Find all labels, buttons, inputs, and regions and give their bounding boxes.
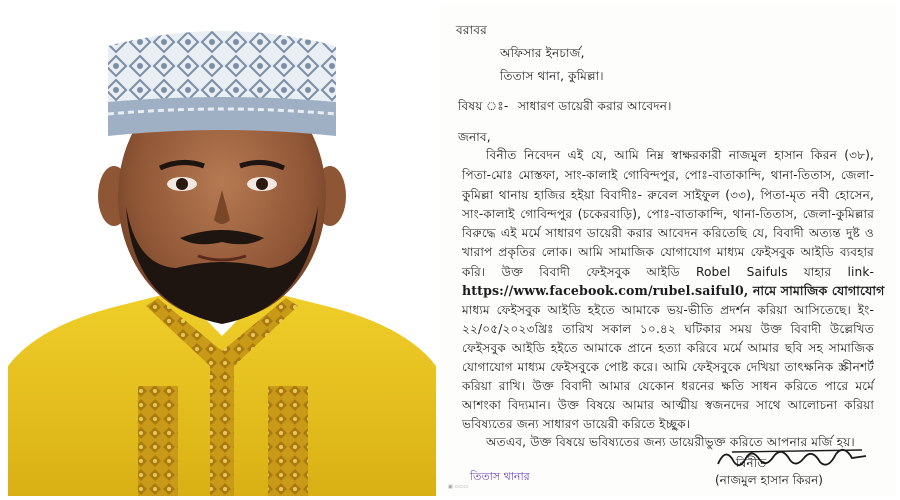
- subject-label: বিষয় ঃ-: [458, 99, 509, 113]
- body-line-link: https://www.facebook.com/rubel.saiful0, নামে সামাজিক যোগাযোগ: [462, 283, 885, 298]
- body-line: ২২/০৫/২০২৩খ্রিঃ তারিখ সকাল ১০.৪২ ঘটিকার সময় উক্ত বিবাদী উল্লেখিত: [462, 322, 874, 336]
- body-line: করিয়া রাখি। উক্ত বিবাদী আমার যেকোন ধরনের ক্ষতি সাধন করিতে পারে মর্মে: [462, 379, 874, 393]
- body-line: ফেইসবুক আইডি হইতে আমাকে প্রানে হত্যা করিবে মর্মে আমার ছবি সহ সামাজিক: [462, 341, 874, 355]
- body-line: ভবিষ্যতের জন্য সাধারণ ডায়েরী করিতে ইচ্ছুক।: [462, 417, 691, 431]
- body-line: বিরুদ্ধে এই মর্মে সাধারণ ডায়েরী করার আবেদন করিতেছি যে, বিবাদী অত্যন্ত দুষ্ট ও: [462, 226, 874, 240]
- body-line: পিতা-মোঃ মোস্তফা, সাং-কালাই গোবিন্দপুর, পোঃ-বাতাকান্দি, থানা-তিতাস, জেলা-: [462, 168, 874, 182]
- body-line: সাং-কালাই গোবিন্দপুর (চকেরবাড়ি), পোঃ-বাতাকান্দি, থানা-তিতাস, জেলা-কুমিল্লার: [462, 207, 874, 221]
- body-line: যোগাযোগ মাধ্যম ফেইসবুকে পোষ্ট করে। আমি ফেইসবুকে দেখিয়া তাৎক্ষনিক স্ক্রীনশর্ট: [462, 360, 874, 374]
- body-line: আশংকা বিদ্যমান। উক্ত বিষয়ে আমার আত্মীয় স্বজনদের সাথে আলোচনা করিয়া: [462, 398, 874, 412]
- portrait-illustration: [8, 6, 436, 496]
- body-line: বিনীত নিবেদন এই যে, আমি নিম্ন স্বাক্ষরকারী নাজমুল হাসান কিরন (৩৮),: [486, 148, 874, 162]
- police-station-stamp: তিতাস থানার: [470, 470, 530, 483]
- body-line: খারাপ প্রকৃতির লোক। আমি সামাজিক যোগাযোগ মাধ্যম ফেইসবুক আইডি ব্যবহার: [462, 245, 874, 259]
- letter-to: বরাবর: [456, 23, 487, 37]
- body-line: মাধ্যম ফেইসবুক আইডি হইতে আমাকে ভয়-ভীতি প্রদর্শন করিয়া আসিতেছে। ইং-: [462, 303, 874, 317]
- subject-text: সাধারণ ডায়েরী করার আবেদন।: [518, 99, 672, 113]
- scanner-watermark: ▣ ▭▭▭: [448, 484, 469, 490]
- handwritten-signature: [712, 440, 872, 474]
- body-line: করি। উক্ত বিবাদী ফেইসবুক আইডি Robel Saifuls যাহার link-: [462, 265, 874, 279]
- recipient-office: তিতাস থানা, কুমিল্লা।: [500, 69, 604, 83]
- salutation: জনাব,: [458, 130, 491, 144]
- recipient-title: অফিসার ইনচার্জ,: [500, 46, 585, 60]
- closing-request: অতএব, উক্ত বিষয়ে ভবিষ্যতের জন্য ডায়েরীভুক্ত করিতে আপনার মর্জি হয়।: [486, 435, 855, 449]
- body-line: কুমিল্লা থানায় হাজির হইয়া বিবাদীঃ- রুবেল সাইফুল (৩৩), পিতা-মৃত নবী হোসেন,: [462, 188, 874, 202]
- portrait-photo: [8, 6, 436, 496]
- sign-off: বিনীত: [736, 456, 767, 470]
- signature-name: (নাজমুল হাসান কিরন): [715, 473, 823, 487]
- application-letter: [440, 6, 896, 496]
